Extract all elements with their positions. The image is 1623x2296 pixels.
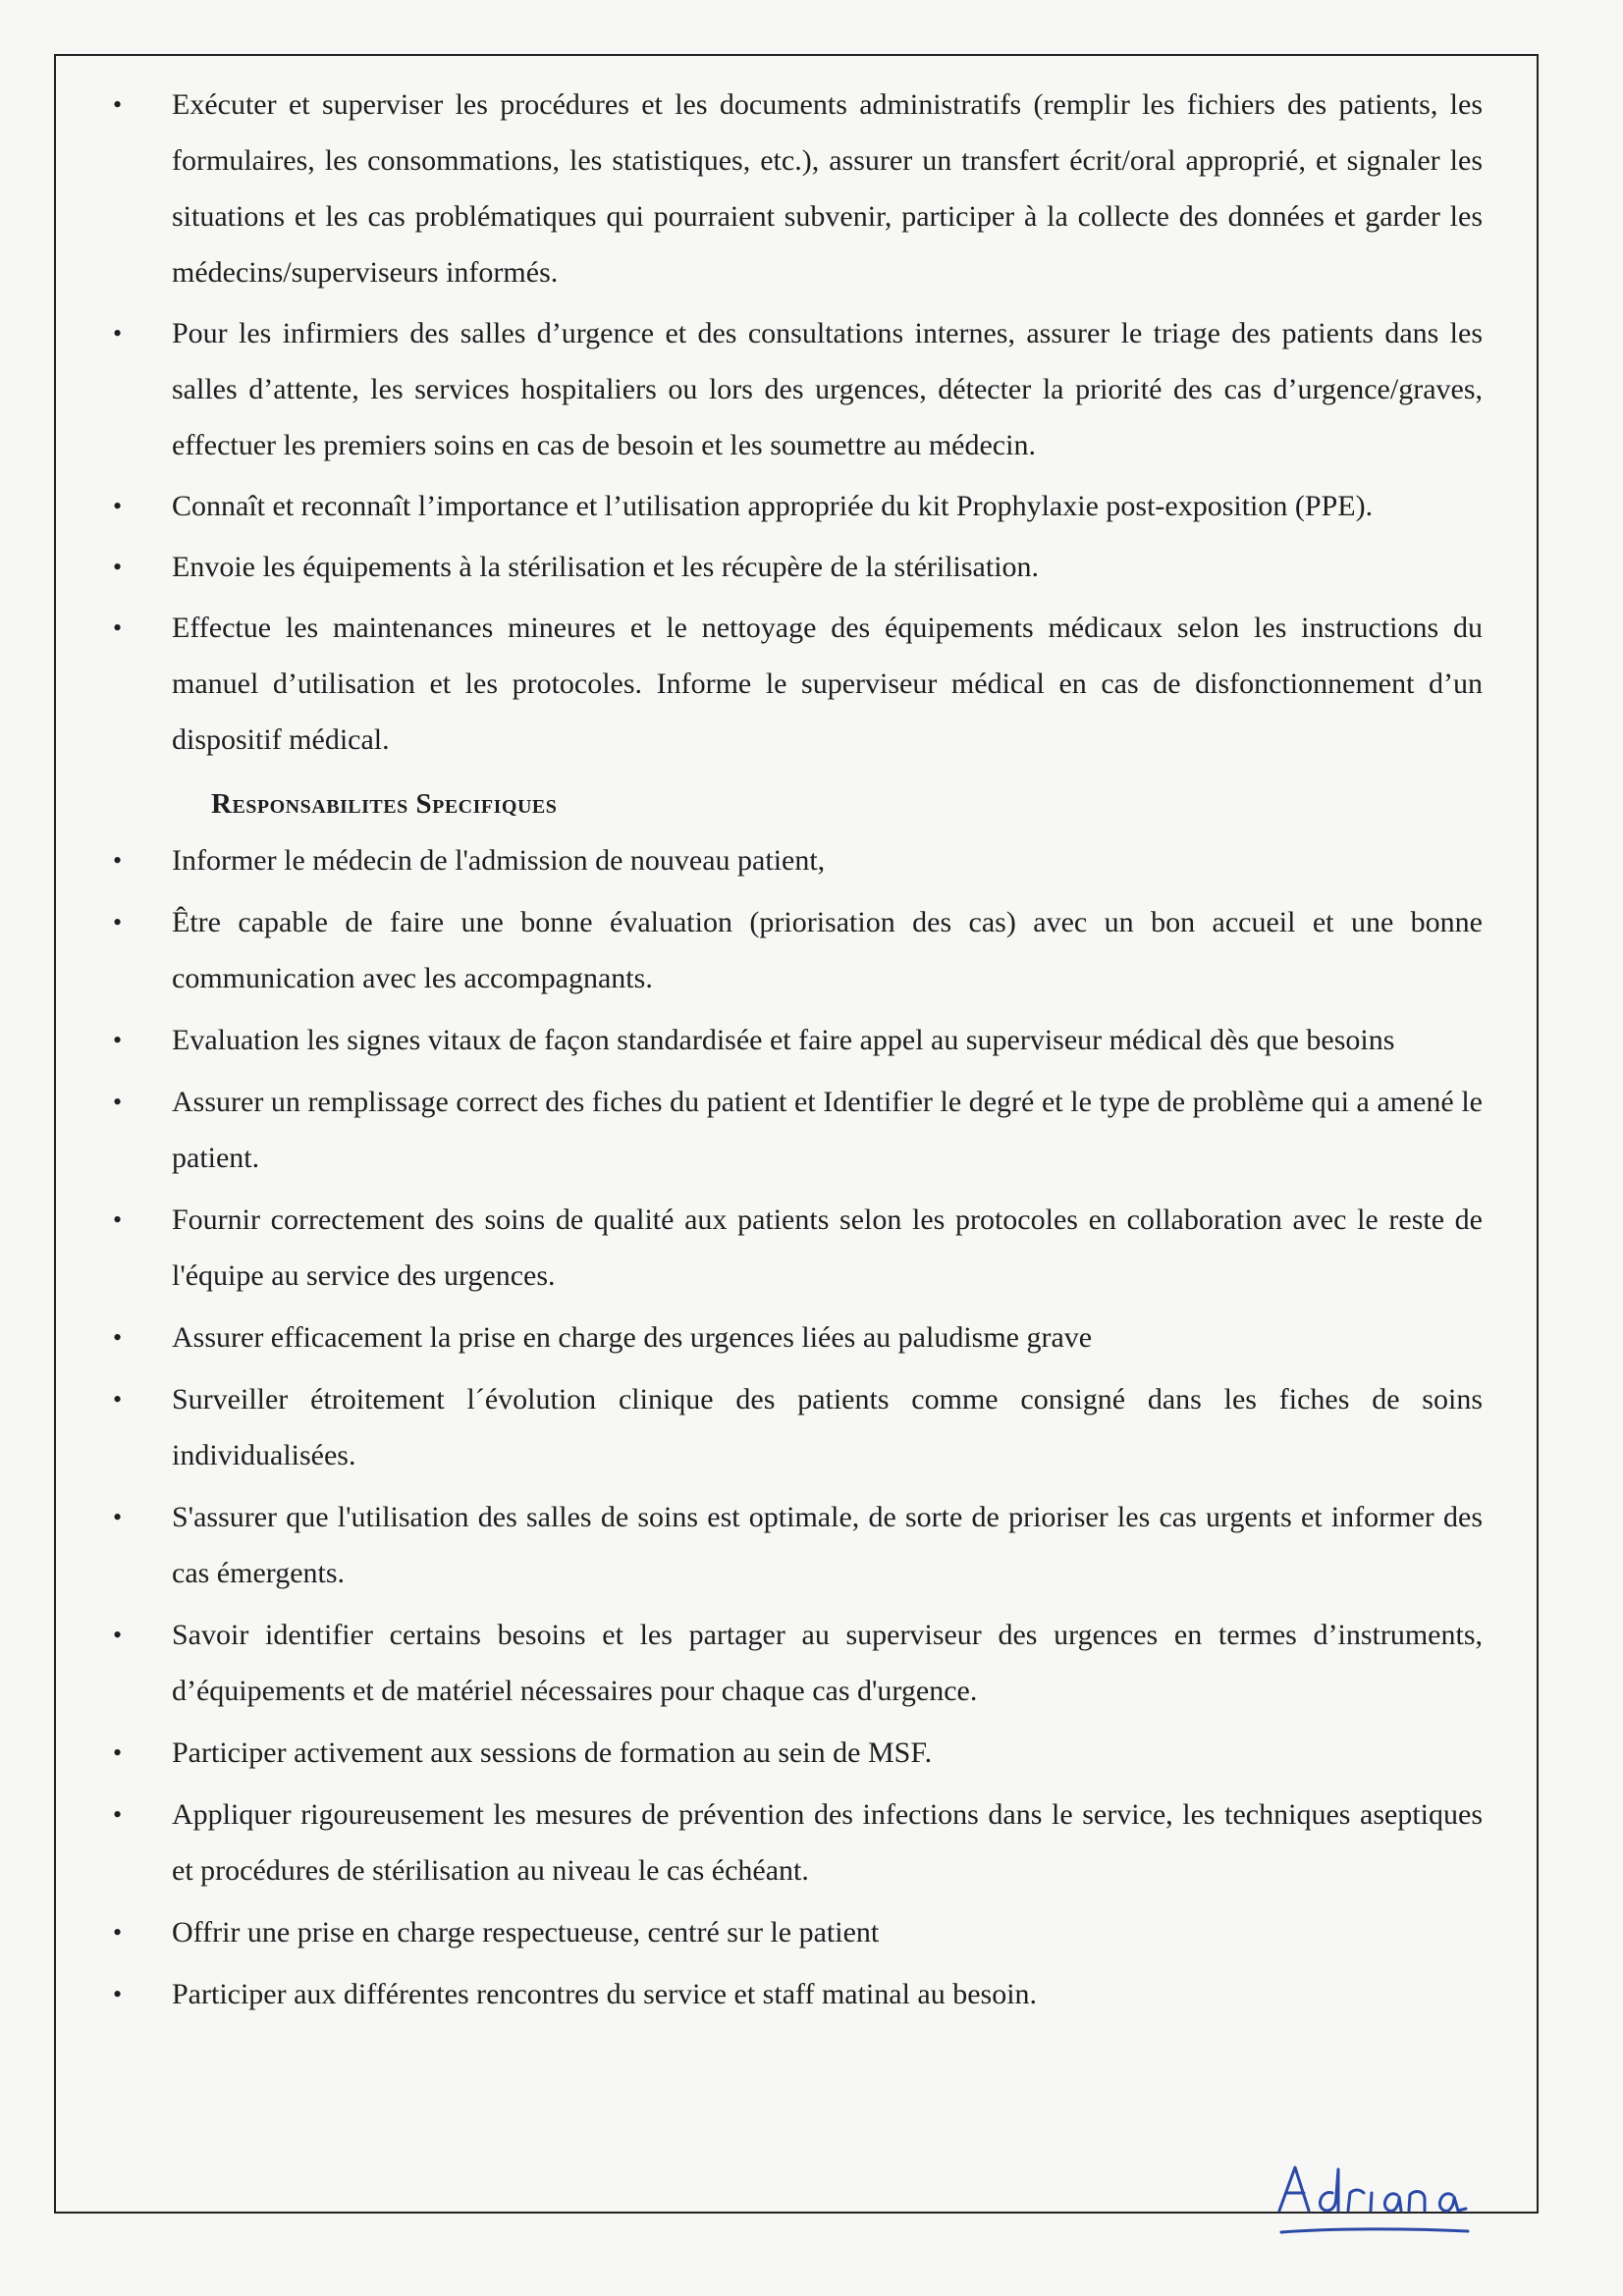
list-item: • Assurer efficacement la prise en charge des urgences liées au paludisme grave [113, 1309, 1483, 1365]
list-item: • Fournir correctement des soins de qualité aux patients selon les protocoles en collaboration avec le reste de l'équipe au service des urgences. [113, 1192, 1483, 1304]
list-item: • Assurer un remplissage correct des fiches du patient et Identifier le degré et le type de problème qui a amené le patient. [113, 1074, 1483, 1186]
handwritten-signature [1271, 2160, 1478, 2238]
list-item: • Informer le médecin de l'admission de nouveau patient, [113, 832, 1483, 888]
general-responsibilities-list [113, 77, 1483, 768]
list-item: • Connaît et reconnaît l’importance et l’utilisation appropriée du kit Prophylaxie post-exposition (PPE). [113, 478, 1483, 534]
list-item: • S'assurer que l'utilisation des salles de soins est optimale, de sorte de prioriser les cas urgents et informer des cas émergents. [113, 1489, 1483, 1601]
list-item: • Offrir une prise en charge respectueuse, centré sur le patient [113, 1904, 1483, 1960]
list-item: • Surveiller étroitement l´évolution clinique des patients comme consigné dans les fiches de soins individualisées. [113, 1371, 1483, 1483]
list-item: • Être capable de faire une bonne évaluation (priorisation des cas) avec un bon accueil et une bonne communication avec les accompagnants. [113, 894, 1483, 1006]
list-item: • Exécuter et superviser les procédures et les documents administratifs (remplir les fichiers des patients, les formulaires, les consommations, les statistiques, etc.), assurer un transfert écrit/oral approprié, et signaler les situations et les cas problématiques qui pourraient subvenir, participer à la collecte des données et garder les médecins/superviseurs informés. [113, 77, 1483, 300]
list-item: • Savoir identifier certains besoins et les partager au superviseur des urgences en termes d’instruments, d’équipements et de matériel nécessaires pour chaque cas d'urgence. [113, 1607, 1483, 1719]
list-item: • Participer aux différentes rencontres du service et staff matinal au besoin. [113, 1966, 1483, 2022]
section-heading: Responsabilites Specifiques [211, 788, 558, 820]
list-item: • Evaluation les signes vitaux de façon standardisée et faire appel au superviseur médical dès que besoins [113, 1012, 1483, 1068]
list-item: • Appliquer rigoureusement les mesures de prévention des infections dans le service, les techniques aseptiques et procédures de stérilisation au niveau le cas échéant. [113, 1787, 1483, 1898]
document-body [113, 77, 1483, 2028]
list-item: • Participer activement aux sessions de formation au sein de MSF. [113, 1725, 1483, 1781]
list-item: • Envoie les équipements à la stérilisation et les récupère de la stérilisation. [113, 539, 1483, 595]
list-item: • Effectue les maintenances mineures et le nettoyage des équipements médicaux selon les instructions du manuel d’utilisation et les protocoles. Informe le superviseur médical en cas de disfonctionnement d’un dispositif médical. [113, 600, 1483, 768]
list-item: • Pour les infirmiers des salles d’urgence et des consultations internes, assurer le triage des patients dans les salles d’attente, les services hospitaliers ou lors des urgences, détecter la priorité des cas d’urgence/graves, effectuer les premiers soins en cas de besoin et les soumettre au médecin. [113, 305, 1483, 473]
specific-responsibilities-list [113, 832, 1483, 2022]
